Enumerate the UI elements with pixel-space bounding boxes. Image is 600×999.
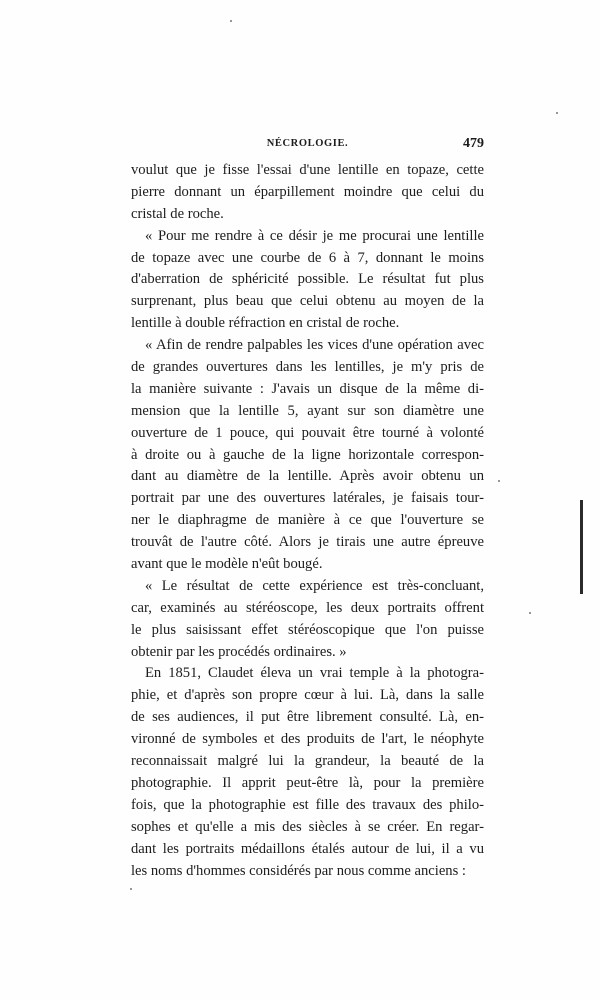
body-text: [131, 160, 484, 882]
text-line: obtenir par les procédés ordinaires. »: [131, 643, 347, 660]
text-line: les noms d'hommes considérés par nous comme anciens :: [131, 862, 466, 879]
text-line: photographie. Il apprit peut-être là, pour la première: [131, 774, 484, 791]
text-line: car, examinés au stéréoscope, les deux portraits offrent: [131, 599, 484, 616]
text-line: pierre donnant un éparpillement moindre que celui du: [131, 183, 484, 200]
text-line: trouvât de l'autre côté. Alors je tirais une autre épreuve: [131, 534, 484, 551]
scan-speck: [230, 20, 232, 22]
text-line: voulut que je fisse l'essai d'une lentille en topaze, cette: [131, 162, 484, 178]
text-line: dant au diamètre de la lentille. Après avoir obtenu un: [131, 468, 484, 485]
scan-speck: [130, 888, 132, 890]
text-line: « Le résultat de cette expérience est très-concluant,: [145, 577, 484, 594]
text-line: ouverture de 1 pouce, qui pouvait être tourné à volonté: [131, 424, 484, 441]
scan-speck: [556, 112, 558, 114]
text-line: à droite ou à gauche de la ligne horizontale correspon-: [131, 446, 484, 463]
text-line: la manière suivante : J'avais un disque de la même di-: [131, 380, 484, 397]
running-head: [131, 138, 484, 156]
text-line: phie, et d'après son propre cœur à lui. Là, dans la salle: [131, 687, 484, 704]
running-title: NÉCROLOGIE.: [266, 138, 349, 149]
text-line: vironné de symboles et des produits de l'art, le néophyte: [131, 731, 484, 748]
text-line: surprenant, plus beau que celui obtenu au moyen de la: [131, 293, 484, 310]
text-line: le plus saisissant effet stéréoscopique que l'on puisse: [131, 621, 484, 638]
scan-speck: [529, 612, 531, 614]
text-line: « Pour me rendre à ce désir je me procurai une lentille: [145, 227, 484, 244]
text-line: portrait par une des ouvertures latérales, je faisais tour-: [131, 490, 484, 507]
text-line: reconnaissait malgré lui la grandeur, la beauté de la: [131, 753, 484, 770]
scan-speck: [498, 480, 500, 482]
text-line: sophes et qu'elle a mis des siècles à se créer. En regar-: [131, 818, 484, 835]
text-line: d'aberration de sphéricité possible. Le résultat fut plus: [131, 271, 484, 288]
text-line: lentille à double réfraction en cristal de roche.: [131, 315, 400, 332]
text-line: fois, que la photographie est fille des travaux des philo-: [131, 796, 484, 813]
text-line: En 1851, Claudet éleva un vrai temple à la photogra-: [145, 665, 484, 682]
margin-scan-mark: [580, 500, 583, 594]
text-line: dant les portraits médaillons étalés autour de lui, il a vu: [131, 840, 484, 857]
text-line: de grandes ouvertures dans les lentilles, je m'y pris de: [131, 359, 484, 376]
text-line: « Afin de rendre palpables les vices d'une opération avec: [145, 337, 484, 354]
page-number: 479: [463, 136, 484, 151]
text-line: mension que la lentille 5, ayant sur son diamètre une: [131, 402, 484, 419]
text-line: de topaze avec une courbe de 6 à 7, donnant le moins: [131, 249, 484, 266]
text-line: ner le diaphragme de manière à ce que l'ouverture se: [131, 512, 484, 529]
text-line: de ses audiences, il put être librement consulté. Là, en-: [131, 709, 484, 726]
text-line: avant que le modèle n'eût bougé.: [131, 556, 323, 573]
text-line: cristal de roche.: [131, 205, 224, 222]
